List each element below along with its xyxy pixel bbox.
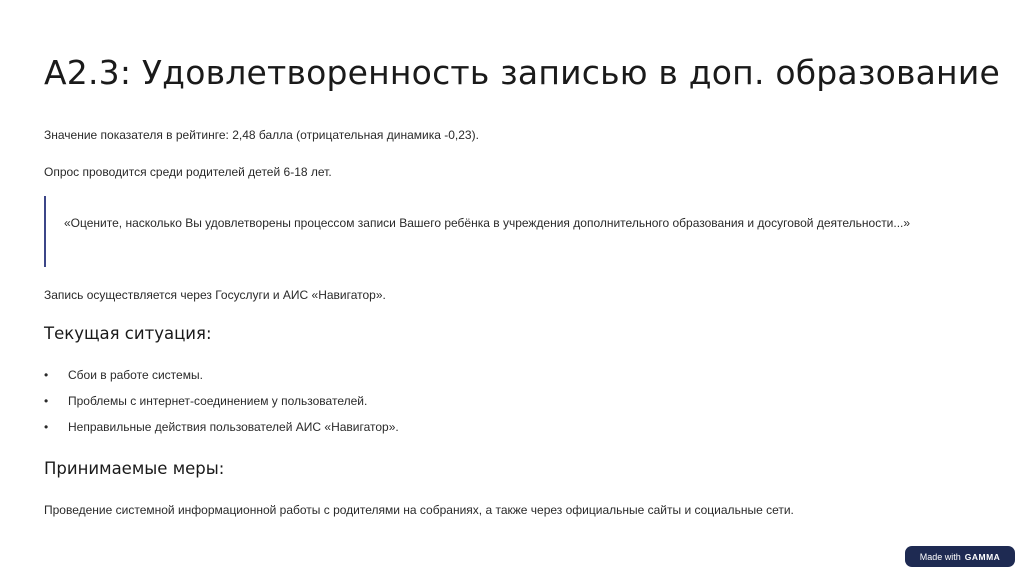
- list-item-text: Проблемы с интернет-соединением у пользователей.: [68, 394, 368, 408]
- list-item-text: Сбои в работе системы.: [68, 368, 203, 382]
- current-situation-heading: Текущая ситуация:: [44, 324, 212, 343]
- survey-paragraph: Опрос проводится среди родителей детей 6-18 лет.: [44, 165, 332, 179]
- quote-bar: [44, 196, 46, 267]
- measures-heading: Принимаемые меры:: [44, 459, 225, 478]
- badge-prefix: Made with: [919, 551, 961, 562]
- bullet-icon: •: [44, 368, 49, 382]
- bullet-icon: •: [44, 394, 49, 408]
- registration-paragraph: Запись осуществляется через Госуслуги и АИС «Навигатор».: [44, 288, 386, 302]
- bullet-icon: •: [44, 420, 49, 434]
- page-title: А2.3: Удовлетворенность записью в доп. образование: [44, 53, 1000, 92]
- measures-paragraph: Проведение системной информационной работы с родителями на собраниях, а также через официальные сайты и социальные сети.: [44, 503, 794, 517]
- survey-quote: «Оцените, насколько Вы удовлетворены процессом записи Вашего ребёнка в учреждения дополнительного образования и досуговой деятельности...»: [64, 216, 911, 230]
- gamma-logo: GAMMA: [964, 551, 1001, 562]
- list-item-text: Неправильные действия пользователей АИС «Навигатор».: [68, 420, 399, 434]
- made-with-gamma-badge[interactable]: [905, 546, 1015, 567]
- rating-paragraph: Значение показателя в рейтинге: 2,48 балла (отрицательная динамика -0,23).: [44, 128, 479, 142]
